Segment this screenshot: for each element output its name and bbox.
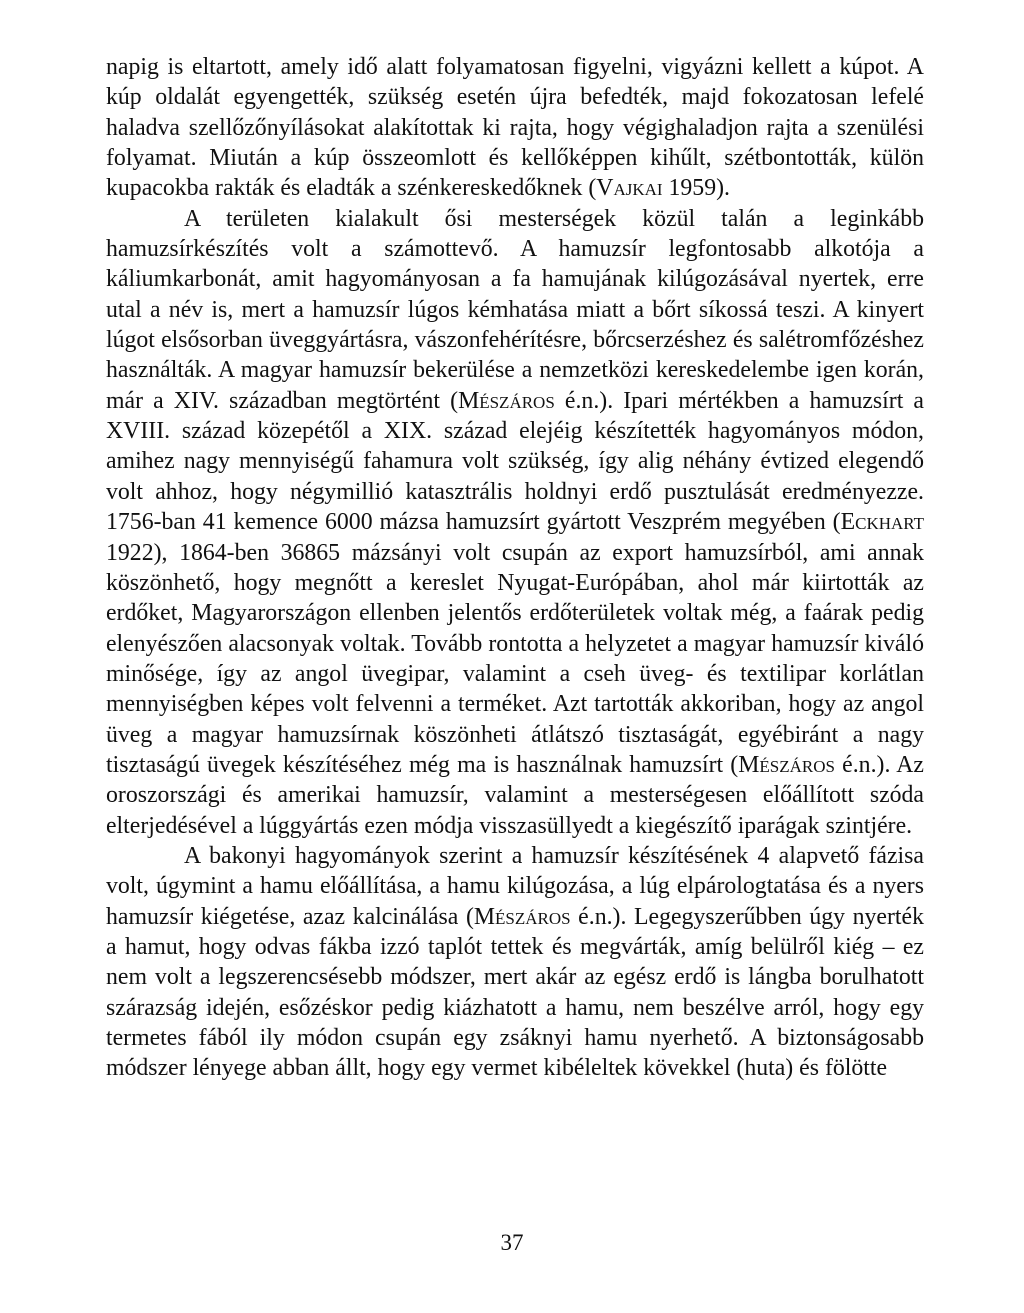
body-text: é.n.). Az oroszországi és amerikai hamuzsír, valamint a mesterségesen előállított szóda elterjedésével a lúggyártás ezen módja visszasüllyedt a kiegészítő iparágak szintjére. bbox=[106, 751, 924, 839]
author-citation: Mészáros bbox=[738, 751, 835, 778]
author-citation: Mészáros bbox=[458, 387, 555, 414]
body-text: 1922), 1864-ben 36865 mázsányi volt csupán az export hamuzsírból, ami annak köszönhető, hogy megnőtt a kereslet Nyugat-Európában, ahol már kiirtották az erdőket, Magyarországon ellenben jelentős erdőterületek voltak még, a faárak pedig elenyészően alacsonyak voltak. Tovább rontotta a helyzetet a magyar hamuzsír kiváló minősége, így az angol üvegipar, valamint a cseh üveg- és textilipar korlátlan mennyiségben képes volt felvenni a terméket. Azt tartották akkoriban, hogy az angol üveg a magyar hamuzsírnak köszönheti átlátszó tisztaságát, egyébiránt a nagy tisztaságú üvegek készítéséhez még ma is használnak hamuzsírt ( bbox=[106, 539, 924, 778]
author-citation: Mészáros bbox=[473, 903, 571, 930]
body-text: A bakonyi hagyományok szerint a hamuzsír készítésének 4 alapvető fázisa volt, úgymint a hamu előállítása, a hamu kilúgozása, a lúg elpárologtatása és a nyers hamuzsír kiégetése, azaz kalcinálása ( bbox=[106, 842, 924, 930]
author-citation: Eckhart bbox=[840, 509, 924, 536]
body-text: é.n.). Legegyszerűbben úgy nyerték a hamut, hogy odvas fákba izzó taplót tettek és megvárták, amíg belülről kiég – ez nem volt a legszerencsésebb módszer, mert akár az egész erdő is lángba borulhatott szárazság idején, esőzéskor pedig kiázhatott a hamu, nem beszélve arról, hogy egy termetes fából ily módon csupán egy zsáknyi hamu nyerhető. A biztonságosabb módszer lényege abban állt, hogy egy vermet kibéleltek kövekkel (huta) és fölötte bbox=[106, 903, 924, 1082]
page-body bbox=[106, 52, 924, 1084]
body-text: A területen kialakult ősi mesterségek közül talán a leginkább hamuzsírkészítés volt a számottevő. A hamuzsír legfontosabb alkotója a káliumkarbonát, amit hagyományosan a fa hamujának kilúgozásával nyertek, erre utal a név is, mert a hamuzsír lúgos kémhatása miatt a bőrt síkossá teszi. A kinyert lúgot elsősorban üveggyártásra, vászonfehérítésre, bőrcserzéshez és salétromfőzéshez használták. A magyar hamuzsír bekerülése a nemzetközi kereskedelembe igen korán, már a XIV. században megtörtént ( bbox=[106, 205, 924, 414]
body-text: napig is eltartott, amely idő alatt folyamatosan figyelni, vigyázni kellett a kúpot. A kúp oldalát egyengették, szükség esetén újra befedték, majd fokozatosan lefelé haladva szellőzőnyílásokat alakítottak ki rajta, hogy végighaladjon rajta a szenülési folyamat. Miután a kúp összeomlott és kellőképpen kihűlt, szétbontották, külön kupacokba rakták és eladták a szénkereskedőknek ( bbox=[106, 54, 924, 202]
page-number: 37 bbox=[500, 1230, 524, 1255]
paragraph-3 bbox=[106, 841, 924, 1084]
paragraph-1 bbox=[106, 52, 924, 204]
body-text: é.n.). Ipari mértékben a hamuzsírt a XVIII. század közepétől a XIX. század elejéig készítették hagyományos módon, amihez nagy mennyiségű fahamura volt szükség, így alig néhány évtized elegendő volt ahhoz, hogy négymillió katasztrális holdnyi erdő pusztulását eredményezze. 1756-ban 41 kemence 6000 mázsa hamuzsírt gyártott Veszprém megyében ( bbox=[106, 387, 924, 536]
body-text: 1959). bbox=[662, 175, 730, 202]
paragraph-2 bbox=[106, 204, 924, 841]
author-citation: Vajkai bbox=[596, 175, 663, 202]
